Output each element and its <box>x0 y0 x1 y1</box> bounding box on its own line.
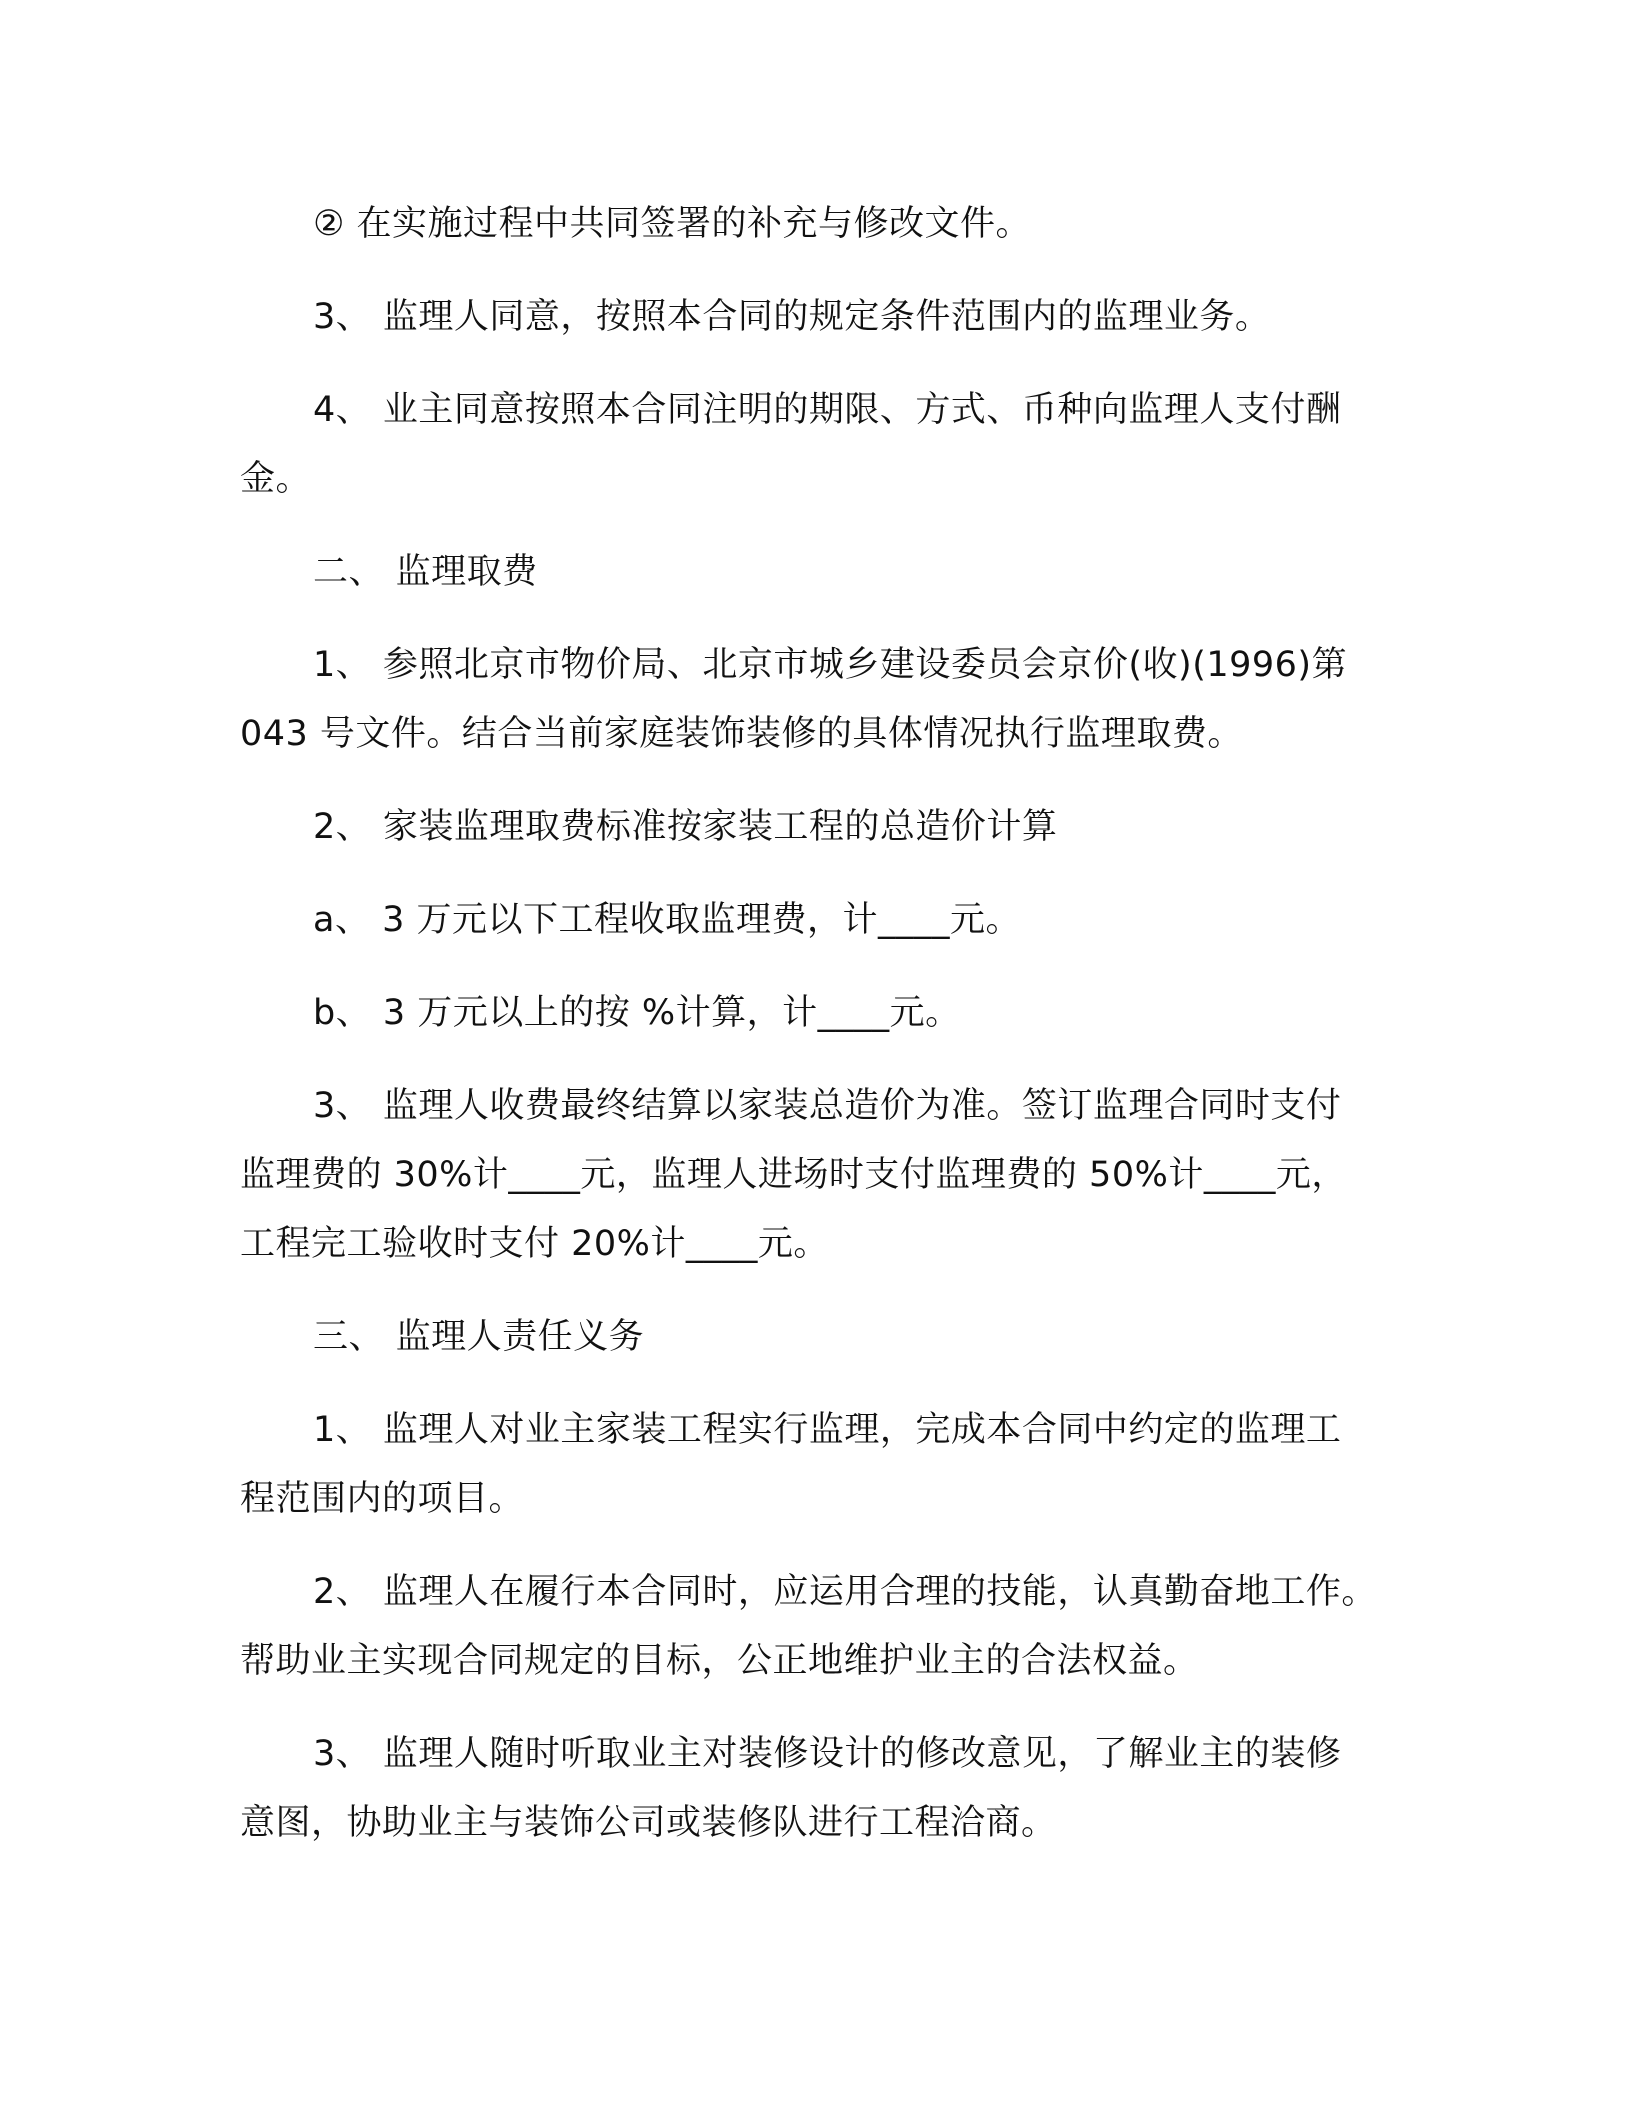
paragraph-line: 帮助业主实现合同规定的目标，公正地维护业主的合法权益。 <box>240 1641 1199 1681</box>
paragraph-fee-under-30k <box>240 886 1420 955</box>
section-heading-fees <box>240 538 1420 607</box>
paragraph-line: 3、 监理人同意，按照本合同的规定条件范围内的监理业务。 <box>313 297 1271 337</box>
paragraph-duty-1 <box>240 1396 1420 1534</box>
paragraph-supervisor-agrees <box>240 283 1420 352</box>
paragraph-line: ② 在实施过程中共同签署的补充与修改文件。 <box>313 204 1032 244</box>
document-body <box>240 190 1420 1858</box>
paragraph-duty-3 <box>240 1720 1420 1858</box>
paragraph-line: 1、 参照北京市物价局、北京市城乡建设委员会京价(收)(1996)第 <box>313 645 1348 685</box>
paragraph-line: 监理费的 30%计____元，监理人进场时支付监理费的 50%计____元， <box>240 1155 1347 1195</box>
paragraph-line: b、 3 万元以上的按 %计算，计____元。 <box>313 993 961 1033</box>
paragraph-line: 2、 家装监理取费标准按家装工程的总造价计算 <box>313 807 1058 847</box>
paragraph-line: 1、 监理人对业主家装工程实行监理，完成本合同中约定的监理工 <box>313 1410 1342 1450</box>
paragraph-line: a、 3 万元以下工程收取监理费，计____元。 <box>313 900 1021 940</box>
paragraph-line: 程范围内的项目。 <box>240 1479 525 1519</box>
paragraph-fee-reference <box>240 631 1420 769</box>
paragraph-line: 3、 监理人随时听取业主对装修设计的修改意见，了解业主的装修 <box>313 1734 1342 1774</box>
paragraph-line: 043 号文件。结合当前家庭装饰装修的具体情况执行监理取费。 <box>240 714 1243 754</box>
paragraph-line: 工程完工验收时支付 20%计____元。 <box>240 1224 829 1264</box>
paragraph-line: 2、 监理人在履行本合同时，应运用合理的技能，认真勤奋地工作。 <box>313 1572 1377 1612</box>
section-heading-text: 三、 监理人责任义务 <box>313 1317 645 1357</box>
paragraph-line: 4、 业主同意按照本合同注明的期限、方式、币种向监理人支付酬 <box>313 390 1342 430</box>
paragraph-fee-settlement <box>240 1072 1420 1279</box>
paragraph-fee-over-30k <box>240 979 1420 1048</box>
section-heading-duties <box>240 1303 1420 1372</box>
section-heading-text: 二、 监理取费 <box>313 552 538 592</box>
paragraph-fee-standard <box>240 793 1420 862</box>
paragraph-duty-2 <box>240 1558 1420 1696</box>
paragraph-line: 意图，协助业主与装饰公司或装修队进行工程洽商。 <box>240 1803 1057 1843</box>
paragraph-owner-agrees <box>240 376 1420 514</box>
paragraph-line: 3、 监理人收费最终结算以家装总造价为准。签订监理合同时支付 <box>313 1086 1342 1126</box>
paragraph-supplement-docs <box>240 190 1420 259</box>
paragraph-line: 金。 <box>240 459 312 499</box>
